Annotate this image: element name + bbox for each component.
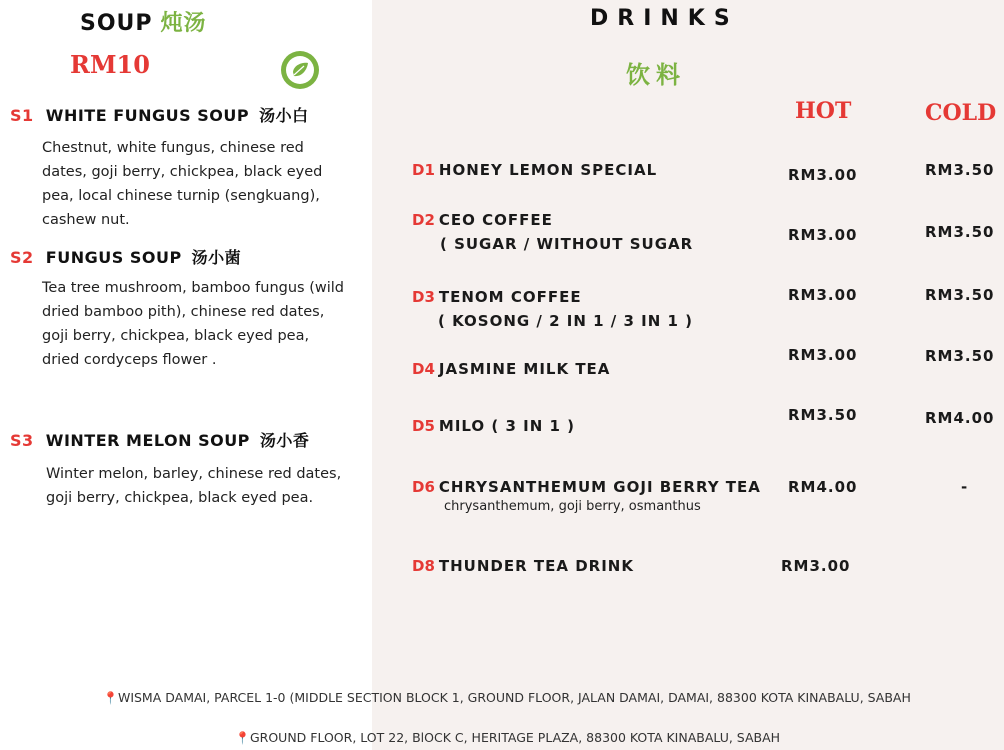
soup-title: SOUP 炖汤	[80, 11, 207, 36]
drinks-title-cn: 饮料	[626, 61, 686, 89]
location-pin-icon: 📍	[103, 691, 118, 705]
drink-hot-price: RM3.00	[788, 346, 858, 364]
soup-item-description: Tea tree mushroom, bamboo fungus (wild dried bamboo pith), chinese red dates, goji berry, chickpea, black eyed pea, dried cordyceps flower .	[42, 280, 344, 368]
soup-price: RM10	[70, 50, 150, 79]
vegetarian-badge-icon	[280, 50, 320, 90]
soup-item-description: Winter melon, barley, chinese red dates, goji berry, chickpea, black eyed pea.	[46, 466, 342, 506]
drink-cold-price: RM3.50	[925, 286, 995, 304]
drink-item-name: D2 CEO COFFEE	[412, 211, 553, 229]
soup-item-name: S1 WHITE FUNGUS SOUP 汤小白	[10, 106, 309, 125]
drink-cold-price: RM4.00	[925, 409, 995, 427]
cold-column-header: COLD	[925, 100, 997, 126]
drink-cold-price: RM3.50	[925, 223, 995, 241]
drink-item-name: D1 HONEY LEMON SPECIAL	[412, 161, 658, 179]
soup-item-name: S3 WINTER MELON SOUP 汤小香	[10, 431, 310, 450]
drinks-title: DRINKS	[590, 6, 739, 31]
drink-hot-price: RM3.50	[788, 406, 858, 424]
drink-item-options: ( SUGAR / WITHOUT SUGAR	[440, 235, 694, 253]
drink-item-name: D5 MILO ( 3 IN 1 )	[412, 417, 576, 435]
drink-cold-price: RM3.50	[925, 161, 995, 179]
drink-item-options: ( KOSONG / 2 IN 1 / 3 IN 1 )	[438, 312, 694, 330]
drink-item-name: D6 CHRYSANTHEMUM GOJI BERRY TEA	[412, 478, 761, 496]
address-line: 📍WISMA DAMAI, PARCEL 1-0 (MIDDLE SECTION BLOCK 1, GROUND FLOOR, JALAN DAMAI, DAMAI, 88300 KOTA KINABALU, SABAH	[103, 690, 911, 705]
soup-item-description: Chestnut, white fungus, chinese red dates, goji berry, chickpea, black eyed pea, local chinese turnip (sengkuang), cashew nut.	[42, 140, 323, 228]
soup-item-name: S2 FUNGUS SOUP 汤小菌	[10, 248, 242, 267]
drink-item-name: D8 THUNDER TEA DRINK	[412, 557, 634, 575]
drink-hot-price: RM4.00	[788, 478, 858, 496]
address-line: 📍GROUND FLOOR, LOT 22, BlOCK C, HERITAGE PLAZA, 88300 KOTA KINABALU, SABAH	[235, 730, 781, 745]
drink-cold-price: -	[961, 478, 969, 496]
drink-cold-price: RM3.50	[925, 347, 995, 365]
drink-hot-price: RM3.00	[788, 286, 858, 304]
drink-item-name: D4 JASMINE MILK TEA	[412, 360, 611, 378]
drink-hot-price: RM3.00	[788, 226, 858, 244]
drink-item-name: D3 TENOM COFFEE	[412, 288, 582, 306]
drink-item-subtitle: chrysanthemum, goji berry, osmanthus	[444, 499, 701, 514]
drink-hot-price: RM3.00	[781, 557, 851, 575]
location-pin-icon: 📍	[235, 731, 250, 745]
drink-hot-price: RM3.00	[788, 166, 858, 184]
hot-column-header: HOT	[795, 98, 852, 124]
